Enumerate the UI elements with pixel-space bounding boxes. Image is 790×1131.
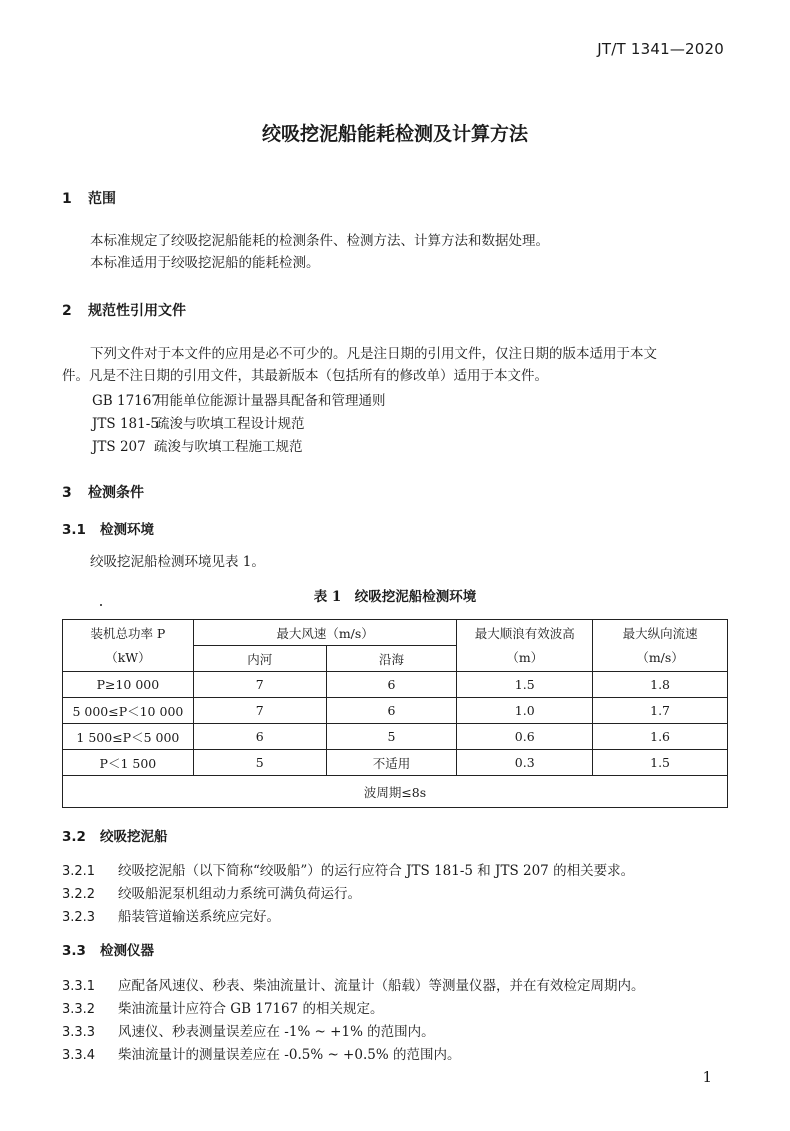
section-3-heading: [62, 482, 144, 502]
subsection-number: 3.3: [62, 943, 86, 959]
table-caption: 表 1 绞吸挖泥船检测环境: [313, 589, 477, 605]
paragraph: 绞吸挖泥船检测环境见表 1。: [90, 554, 265, 570]
cell-power: 1 500≤P＜5 000: [63, 724, 194, 750]
table-row: [63, 672, 728, 698]
header-unit: （kW）: [105, 649, 151, 665]
header-text: 装机总功率 P: [90, 625, 166, 641]
page-number: 1: [702, 1068, 712, 1086]
header-unit: （m/s）: [636, 649, 684, 665]
section-number: 1: [62, 191, 72, 207]
header-cell-current: [593, 620, 728, 672]
paragraph: 本标准规定了绞吸挖泥船能耗的检测条件、检测方法、计算方法和数据处理。: [90, 233, 549, 249]
section-1-heading: [62, 188, 116, 208]
paragraph: 本标准适用于绞吸挖泥船的能耗检测。: [90, 255, 320, 271]
clause-item: [62, 974, 645, 994]
reference-code: GB 17167: [92, 393, 160, 409]
reference-code: JTS 207: [92, 439, 146, 455]
section-number: 3: [62, 485, 72, 501]
clause-number: 3.2.1: [62, 864, 96, 879]
cell-wave: 0.6: [457, 724, 593, 750]
standard-code: JT/T 1341—2020: [597, 40, 724, 58]
subsection-3-1-heading: [62, 518, 154, 538]
subsection-title: 检测仪器: [100, 943, 154, 959]
cell-power: P≥10 000: [63, 672, 194, 698]
section-title: 范围: [88, 191, 116, 207]
table-header-row: [63, 620, 728, 646]
clause-item: [62, 1043, 460, 1063]
header-cell-power: [63, 620, 194, 672]
reference-code: JTS 181-5: [92, 416, 159, 432]
table-note: 波周期≤8s: [63, 776, 728, 808]
clause-text: 船装管道输送系统应完好。: [118, 909, 280, 925]
clause-number: 3.3.4: [62, 1048, 96, 1063]
clause-item: [62, 1020, 435, 1040]
paragraph: 件。凡是不注日期的引用文件，其最新版本（包括所有的修改单）适用于本文件。: [62, 368, 548, 384]
subsection-title: 检测环境: [100, 522, 154, 538]
cell-power: P＜1 500: [63, 750, 194, 776]
clause-text: 绞吸挖泥船（以下简称“绞吸船”）的运行应符合 JTS 181-5 和 JTS 207 的相关要求。: [118, 863, 635, 879]
header-text: 最大纵向流速: [622, 625, 698, 641]
cell-current: 1.7: [593, 698, 728, 724]
cell-inland: 7: [193, 698, 326, 724]
cell-inland: 5: [193, 750, 326, 776]
cell-coastal: 5: [326, 724, 457, 750]
document-title: 绞吸挖泥船能耗检测及计算方法: [261, 123, 528, 145]
cell-coastal: 6: [326, 672, 457, 698]
header-cell-wind: 最大风速（m/s）: [193, 620, 457, 646]
table-row: [63, 724, 728, 750]
cell-coastal: 不适用: [326, 750, 457, 776]
header-cell-coastal: 沿海: [326, 646, 457, 672]
clause-item: [62, 905, 280, 925]
cell-wave: 1.0: [457, 698, 593, 724]
subsection-number: 3.2: [62, 829, 86, 845]
header-text: 最大顺浪有效波高: [474, 625, 575, 641]
clause-text: 绞吸船泥泵机组动力系统可满负荷运行。: [118, 886, 361, 902]
clause-number: 3.3.2: [62, 1002, 96, 1017]
cell-wave: 1.5: [457, 672, 593, 698]
reference-item: [92, 389, 386, 409]
cell-current: 1.6: [593, 724, 728, 750]
cell-current: 1.5: [593, 750, 728, 776]
section-2-heading: [62, 300, 186, 320]
clause-item: [62, 882, 361, 902]
reference-item: [92, 435, 303, 455]
clause-item: [62, 859, 634, 879]
reference-title: 用能单位能源计量器具配备和管理通则: [156, 393, 386, 409]
clause-text: 柴油流量计应符合 GB 17167 的相关规定。: [118, 1001, 384, 1017]
clause-number: 3.2.3: [62, 910, 96, 925]
clause-number: 3.2.2: [62, 887, 96, 902]
clause-text: 风速仪、秒表测量误差应在 -1% ~ +1% 的范围内。: [118, 1024, 435, 1040]
subsection-3-2-heading: [62, 825, 168, 845]
section-title: 规范性引用文件: [88, 303, 186, 319]
reference-title: 疏浚与吹填工程设计规范: [156, 416, 305, 432]
clause-text: 柴油流量计的测量误差应在 -0.5% ~ +0.5% 的范围内。: [118, 1047, 461, 1063]
subsection-number: 3.1: [62, 522, 86, 538]
clause-number: 3.3.1: [62, 979, 96, 994]
subsection-3-3-heading: [62, 939, 154, 959]
cell-wave: 0.3: [457, 750, 593, 776]
header-cell-wave: [457, 620, 593, 672]
cell-inland: 6: [193, 724, 326, 750]
table-note-row: [63, 776, 728, 808]
cell-coastal: 6: [326, 698, 457, 724]
subsection-title: 绞吸挖泥船: [100, 829, 168, 845]
table-row: [63, 698, 728, 724]
reference-title: 疏浚与吹填工程施工规范: [154, 439, 303, 455]
detection-environment-table: [62, 619, 728, 808]
clause-number: 3.3.3: [62, 1025, 96, 1040]
section-number: 2: [62, 303, 72, 319]
section-title: 检测条件: [88, 485, 144, 501]
reference-item: [92, 412, 305, 432]
header-cell-inland: 内河: [193, 646, 326, 672]
clause-item: [62, 997, 384, 1017]
clause-text: 应配备风速仪、秒表、柴油流量计、流量计（船载）等测量仪器，并在有效检定周期内。: [118, 978, 645, 994]
cell-inland: 7: [193, 672, 326, 698]
table-row: [63, 750, 728, 776]
header-unit: （m）: [506, 649, 544, 665]
cell-power: 5 000≤P＜10 000: [63, 698, 194, 724]
cell-current: 1.8: [593, 672, 728, 698]
paragraph: 下列文件对于本文件的应用是必不可少的。凡是注日期的引用文件，仅注日期的版本适用于本文: [90, 346, 657, 362]
